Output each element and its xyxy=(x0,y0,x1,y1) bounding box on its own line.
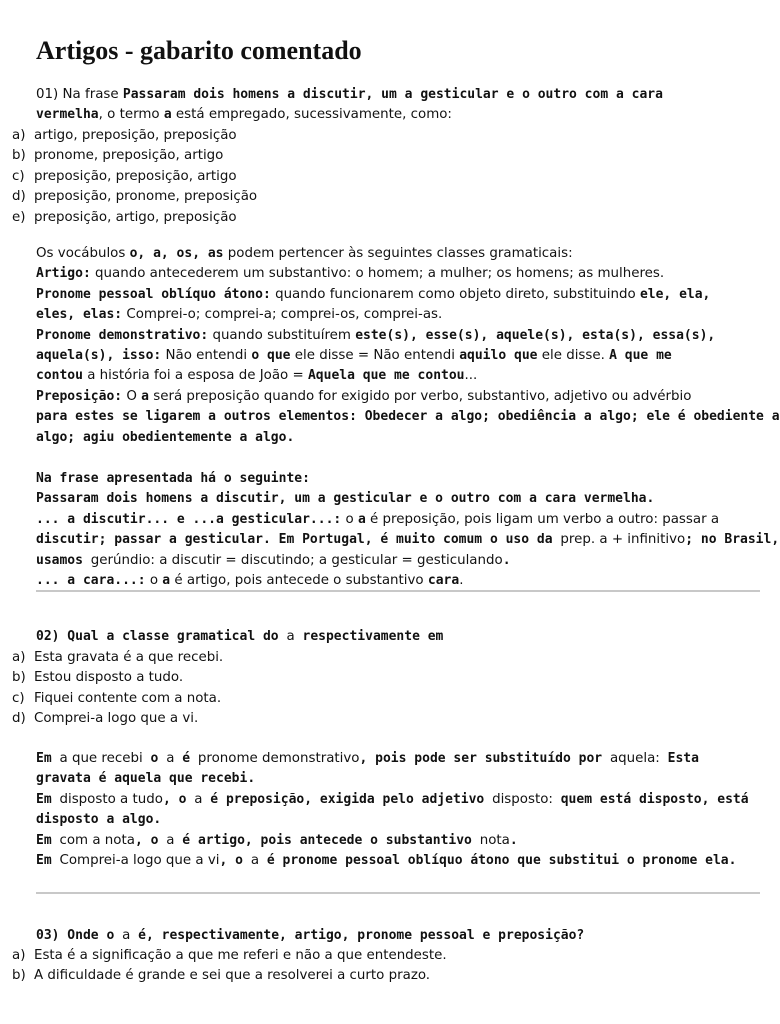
option-text: Fiquei contente com a nota. xyxy=(34,690,222,706)
option-text: preposição, pronome, preposição xyxy=(34,189,258,205)
text-line xyxy=(0,264,768,284)
bold-text: Passaram dois homens a discutir, um a gesticular e o outro com a cara vermelha. xyxy=(36,491,655,507)
bold-text: é pronome pessoal oblíquo átono que substitui o pronome ela. xyxy=(259,852,737,868)
option-text: preposição, preposição, artigo xyxy=(34,168,237,184)
text-line xyxy=(0,244,768,264)
text: quando antecederem um substantivo: o homem; a mulher; os homens; as mulheres. xyxy=(90,266,665,282)
text: com a nota xyxy=(59,832,135,848)
bold-text: Aquela que me contou xyxy=(307,368,465,384)
bold-text: o que xyxy=(251,347,291,363)
bold-text: . xyxy=(509,832,518,848)
bold-text: vermelha xyxy=(36,107,99,123)
bold-text: Pronome pessoal oblíquo átono: xyxy=(36,286,271,302)
text-line xyxy=(0,571,768,591)
text: pronome demonstrativo xyxy=(197,751,360,766)
bold-text: é xyxy=(174,751,198,766)
text-line xyxy=(0,387,768,407)
text: a xyxy=(122,928,131,943)
text-line xyxy=(0,305,768,325)
bold-text: eles, elas: xyxy=(36,307,123,323)
text: aquela: xyxy=(609,751,660,766)
option-letter: c) xyxy=(12,690,25,706)
q3-options xyxy=(0,946,768,987)
bold-text: a xyxy=(357,511,366,527)
text: quando substituírem xyxy=(208,327,356,343)
q1-explanation xyxy=(0,244,780,448)
text: Não entendi xyxy=(161,347,252,363)
bold-text: ; no Brasil, xyxy=(685,532,780,548)
q2-explanation xyxy=(0,749,768,871)
option-letter: b) xyxy=(12,148,26,164)
text: o xyxy=(341,511,358,527)
bold-text: Em xyxy=(36,852,60,868)
bold-text: , pois pode ser substituído por xyxy=(359,751,610,766)
q1-prompt xyxy=(0,85,768,126)
option-text: A dificuldade é grande e sei que a resolverei a curto prazo. xyxy=(34,968,431,984)
option-letter: c) xyxy=(12,168,25,184)
text: a xyxy=(250,852,260,868)
text-line xyxy=(0,85,768,105)
bold-text: , o xyxy=(162,791,195,807)
text: Comprei-a logo que a vi xyxy=(59,852,220,868)
option-letter: a) xyxy=(12,650,26,665)
text-line xyxy=(0,510,768,530)
text: a xyxy=(166,751,175,766)
bold-text: usamos xyxy=(36,552,91,568)
option-text: Estou disposto a tudo. xyxy=(34,670,184,686)
bold-text: o xyxy=(142,751,167,766)
bold-text: Passaram dois homens a discutir, um a gesticular e o outro com a cara xyxy=(122,87,663,102)
q1-options xyxy=(0,126,768,228)
text: disposto a tudo xyxy=(59,791,163,807)
bold-text: aquilo que xyxy=(459,347,538,363)
option-letter: e) xyxy=(12,209,26,225)
bold-text: é preposição, exigida pelo adjetivo xyxy=(202,791,493,807)
bold-text: , o xyxy=(219,852,251,868)
bold-text: respectivamente em xyxy=(294,629,444,644)
text-line xyxy=(0,790,768,810)
bold-text: cara xyxy=(427,572,460,588)
bold-text: quem está disposto, está xyxy=(552,791,749,807)
bold-text: Artigo: xyxy=(36,266,91,282)
text: ele disse = Não entendi xyxy=(290,347,460,363)
text: quando funcionarem como objeto direto, substituindo xyxy=(270,286,640,302)
bold-text: , o xyxy=(134,832,167,848)
bold-text: Em xyxy=(36,751,60,766)
text-line xyxy=(0,489,768,509)
option-text: pronome, preposição, artigo xyxy=(34,148,224,164)
text: é preposição, pois ligam um verbo a outro: passar a xyxy=(365,511,720,527)
text: O xyxy=(122,388,142,404)
bold-text: 02) Qual a classe gramatical do xyxy=(36,629,287,644)
text-line xyxy=(0,366,768,386)
bold-text: Na frase apresentada há o seguinte: xyxy=(36,471,310,486)
bold-text: discutir; passar a gesticular. Em Portugal, é muito comum o uso da xyxy=(36,532,561,548)
bold-text: . xyxy=(502,552,511,568)
text-line xyxy=(0,285,768,305)
option-letter: d) xyxy=(12,711,26,727)
text-line xyxy=(0,105,768,125)
text: ... xyxy=(464,368,478,384)
bold-text: Preposição: xyxy=(36,388,123,404)
text-line xyxy=(0,810,768,830)
text-line xyxy=(0,627,768,647)
text-line xyxy=(0,831,768,851)
text-line xyxy=(0,530,780,550)
answer-option xyxy=(0,167,768,187)
text-line xyxy=(0,326,768,346)
text-line xyxy=(0,851,768,871)
text: será preposição quando for exigido por verbo, substantivo, adjetivo ou advérbio xyxy=(148,388,692,404)
bold-text: para estes se ligarem a outros elementos: Obedecer a algo; obediência a algo; ele é obediente a xyxy=(36,409,780,425)
text: está empregado, sucessivamente, como: xyxy=(171,107,452,123)
text-line xyxy=(0,469,768,489)
text-line xyxy=(0,551,768,571)
text-line xyxy=(0,407,780,427)
text: Os vocábulos xyxy=(36,246,130,261)
option-letter: a) xyxy=(12,948,26,963)
option-letter: b) xyxy=(12,968,26,984)
answer-option xyxy=(0,146,768,166)
option-text: Comprei-a logo que a vi. xyxy=(34,711,199,727)
bold-text: ele, ela, xyxy=(639,286,711,302)
answer-option xyxy=(0,709,768,729)
bold-text: é artigo, pois antecede o substantivo xyxy=(174,832,480,848)
bold-text: a xyxy=(163,107,172,123)
option-text: artigo, preposição, preposição xyxy=(34,128,237,143)
bold-text: a xyxy=(141,388,149,404)
q1-analysis xyxy=(0,469,780,591)
bold-text: disposto a algo. xyxy=(36,812,162,828)
text: a xyxy=(166,832,175,848)
bold-text: este(s), esse(s), aquele(s), esta(s), essa(s), xyxy=(355,327,716,343)
text-line xyxy=(0,926,768,946)
option-text: preposição, artigo, preposição xyxy=(34,209,237,225)
text: gerúndio: a discutir = discutindo; a gesticular = gesticulando xyxy=(90,552,503,568)
bold-text: Esta xyxy=(659,751,699,766)
q3-prompt xyxy=(0,926,768,946)
bold-text: gravata é aquela que recebi. xyxy=(36,771,256,787)
answer-option xyxy=(0,946,768,966)
bold-text: a xyxy=(162,572,171,588)
text: ele disse. xyxy=(537,347,610,363)
option-letter: b) xyxy=(12,670,26,686)
text-line xyxy=(0,749,768,769)
answer-option xyxy=(0,648,768,668)
bold-text: Em xyxy=(36,832,60,848)
bold-text: ... a discutir... e ...a gesticular...: xyxy=(36,511,342,527)
q2-options xyxy=(0,648,768,730)
bold-text: algo; agiu obedientemente a algo. xyxy=(36,429,295,445)
text-line xyxy=(0,428,768,448)
text: a xyxy=(194,791,203,807)
bold-text: aquela(s), isso: xyxy=(36,347,162,363)
text: . xyxy=(459,572,464,588)
bold-text: Pronome demonstrativo: xyxy=(36,327,209,343)
text: a que recebi xyxy=(59,751,143,766)
answer-option xyxy=(0,187,768,207)
text: podem pertencer às seguintes classes gramaticais: xyxy=(223,246,573,261)
bold-text: contou xyxy=(36,368,83,384)
bold-text: o, a, os, as xyxy=(129,246,224,261)
text: , o termo xyxy=(98,107,164,123)
page-title: Artigos - gabarito comentado xyxy=(36,36,362,65)
q2-prompt xyxy=(0,627,768,647)
option-letter: a) xyxy=(12,128,26,143)
text: a história foi a esposa de João = xyxy=(82,368,308,384)
answer-option xyxy=(0,689,768,709)
answer-option xyxy=(0,208,768,228)
bold-text: 03) Onde o xyxy=(36,928,123,943)
text-line xyxy=(0,346,768,366)
section-divider xyxy=(36,892,760,894)
option-text: Esta é a significação a que me referi e não a que entendeste. xyxy=(34,948,447,963)
text: 01) Na frase xyxy=(36,87,123,102)
answer-option xyxy=(0,668,768,688)
answer-option xyxy=(0,966,768,986)
text-line xyxy=(0,769,768,789)
option-text: Esta gravata é a que recebi. xyxy=(34,650,224,665)
text: disposto: xyxy=(492,791,553,807)
text: a xyxy=(286,629,295,644)
section-divider xyxy=(36,590,760,592)
bold-text: ... a cara...: xyxy=(36,572,146,588)
answer-option xyxy=(0,126,768,146)
bold-text: é, respectivamente, artigo, pronome pessoal e preposição? xyxy=(130,928,585,943)
text: nota xyxy=(479,832,510,848)
text: o xyxy=(145,572,163,588)
text: Comprei-o; comprei-a; comprei-os, comprei-as. xyxy=(122,307,443,323)
text: é artigo, pois antecede o substantivo xyxy=(170,572,428,588)
option-letter: d) xyxy=(12,189,26,205)
bold-text: A que me xyxy=(609,347,672,363)
text: prep. a + infinitivo xyxy=(560,532,686,548)
bold-text: Em xyxy=(36,791,60,807)
